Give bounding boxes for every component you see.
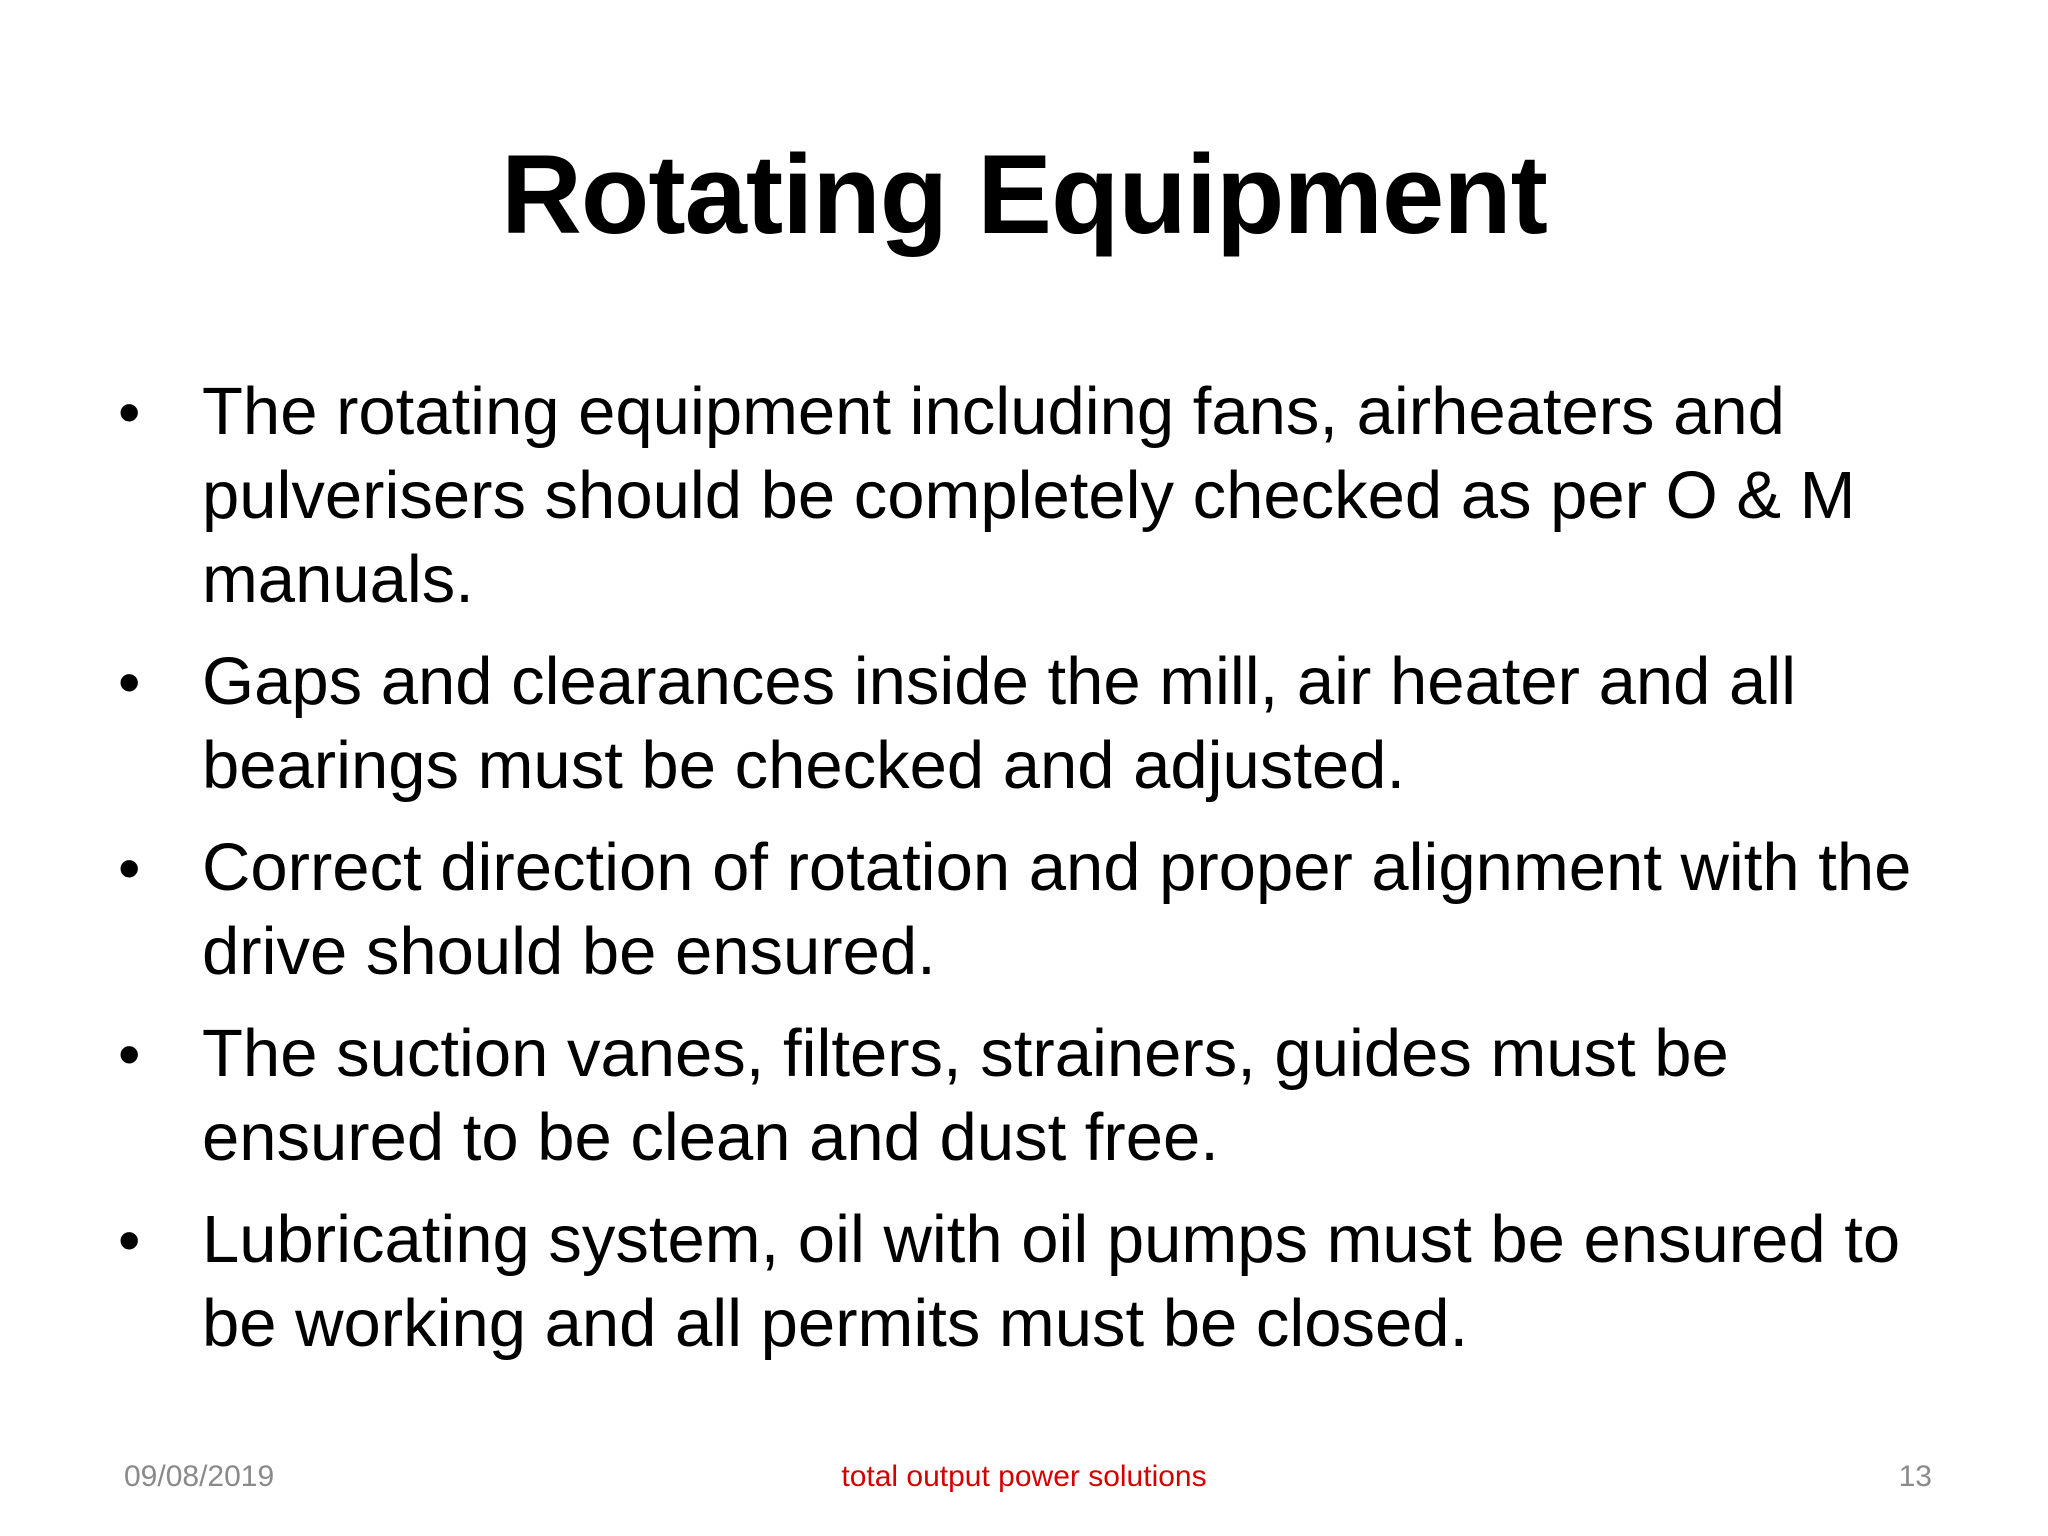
bullet-icon: • (118, 1204, 141, 1276)
bullet-item (118, 370, 1958, 622)
bullet-icon: • (118, 646, 141, 718)
bullet-icon: • (118, 1018, 141, 1090)
bullet-text: The suction vanes, filters, strainers, guides must be ensured to be clean and dust free. (202, 1016, 1729, 1175)
footer-center-text: total output power solutions (841, 1460, 1207, 1493)
bullet-icon: • (118, 376, 141, 448)
bullet-item (118, 1012, 1958, 1180)
bullet-text: Lubricating system, oil with oil pumps must be ensured to be working and all permits must be closed. (202, 1202, 1901, 1361)
footer-page-number: 13 (1898, 1460, 1932, 1493)
bullet-list (118, 370, 1958, 1384)
slide-title: Rotating Equipment (501, 132, 1547, 257)
footer-date: 09/08/2019 (124, 1460, 275, 1493)
bullet-text: Correct direction of rotation and proper alignment with the drive should be ensured. (202, 830, 1912, 989)
slide-footer (0, 1452, 2048, 1502)
bullet-text: The rotating equipment including fans, airheaters and pulverisers should be completely checked as per O & M manuals. (202, 374, 1856, 617)
bullet-item (118, 826, 1958, 994)
bullet-item (118, 1198, 1958, 1366)
bullet-icon: • (118, 832, 141, 904)
bullet-text: Gaps and clearances inside the mill, air heater and all bearings must be checked and adjusted. (202, 644, 1796, 803)
bullet-item (118, 640, 1958, 808)
